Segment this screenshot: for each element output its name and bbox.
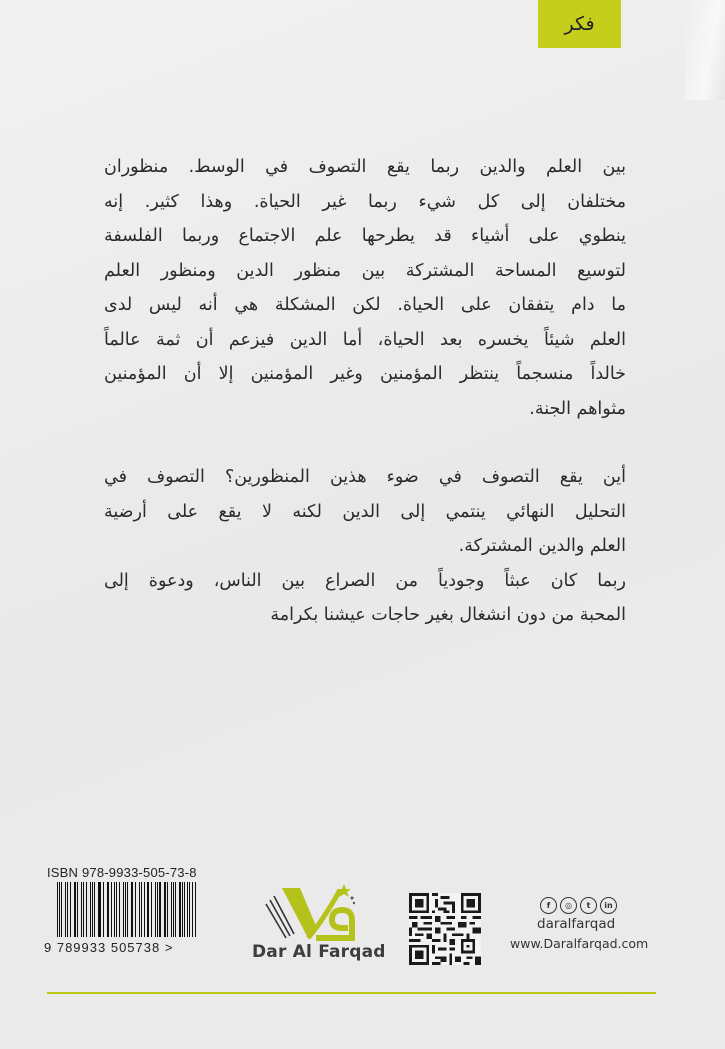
- blurb-line: التحليل النهائي ينتمي إلى الدين لكنه لا يقع على أرضية: [104, 501, 626, 522]
- facebook-icon[interactable]: [540, 897, 557, 914]
- blurb-line: المحبة من دون انشغال بغير حاجات عيشنا بكرامة: [270, 605, 626, 625]
- blurb-line: العلم شيئاً يخسره بعد الحياة، أما الدين فيزعم أن ثمة عالماً: [104, 329, 626, 350]
- website-link[interactable]: www.Daralfarqad.com: [510, 936, 649, 951]
- blurb-line: ينطوي على أشياء قد يطرحها علم الاجتماع وربما الفلسفة: [104, 226, 626, 246]
- blurb-line: العلم والدين المشتركة.: [458, 536, 626, 556]
- linkedin-glyph: in: [604, 901, 613, 910]
- qr-code-icon[interactable]: [409, 893, 481, 965]
- blurb-line: أين يقع التصوف في ضوء هذين المنظورين؟ التصوف في: [104, 467, 626, 487]
- barcode-digits: 9 789933 505738 >: [44, 940, 174, 955]
- blurb-line: ما دام يتفقان على الحياة. لكن المشكلة هي أنه ليس لدى: [104, 295, 626, 315]
- blurb-line: ربما كان عبثاً وجودياً من الصراع بين الناس، ودعوة إلى: [104, 570, 626, 591]
- instagram-glyph: ◎: [565, 901, 572, 910]
- social-handle: daralfarqad: [537, 916, 616, 932]
- back-cover-footer: [0, 860, 725, 980]
- twitter-icon[interactable]: [580, 897, 597, 914]
- category-tag: [538, 0, 621, 48]
- cover-fold-shadow: [685, 0, 725, 100]
- isbn-label: ISBN 978-9933-505-73-8: [47, 865, 197, 880]
- blurb-paragraph-2: [104, 460, 626, 633]
- barcode: [57, 882, 197, 937]
- publisher-name: Dar Al Farqad: [252, 942, 386, 962]
- linkedin-icon[interactable]: [600, 897, 617, 914]
- blurb-line: بين العلم والدين ربما يقع التصوف في الوسط. منظوران: [104, 157, 626, 177]
- blurb-line: خالداً منسجماً ينتظر المؤمنين وغير المؤمنين إلا أن المؤمنين: [104, 364, 626, 384]
- blurb-paragraph-1: [104, 150, 626, 426]
- instagram-icon[interactable]: [560, 897, 577, 914]
- social-icons: [540, 897, 617, 914]
- blurb-line: لتوسيع المساحة المشتركة بين منظور الدين ومنظور العلم: [104, 260, 626, 281]
- category-label: فكر: [564, 13, 595, 35]
- accent-divider: [47, 992, 656, 994]
- blurb-line: مثواهم الجنة.: [529, 398, 626, 419]
- facebook-glyph: f: [546, 901, 551, 910]
- twitter-glyph: t: [586, 901, 591, 910]
- blurb-line: مختلفان إلى كل شيء ربما غير الحياة. وهذا كثير. إنه: [104, 191, 626, 212]
